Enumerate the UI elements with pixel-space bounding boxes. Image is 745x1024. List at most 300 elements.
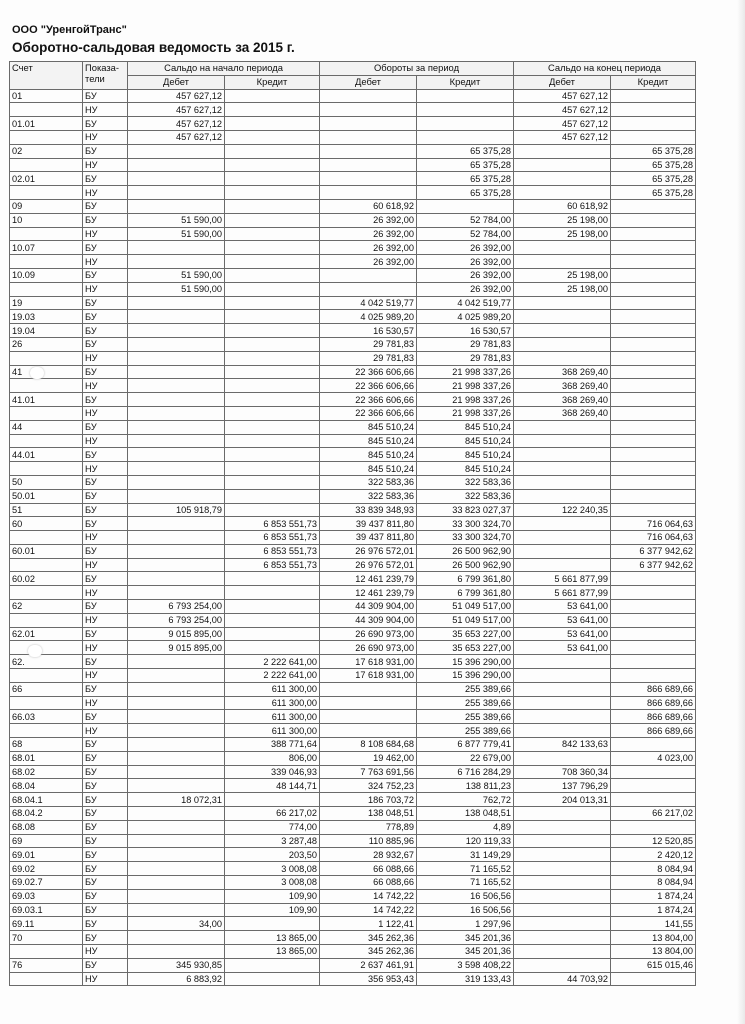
- account-cell: 68.04.2: [10, 807, 83, 821]
- closing-credit-cell: 866 689,66: [611, 682, 696, 696]
- account-cell: 69.01: [10, 848, 83, 862]
- opening-debit-cell: [128, 489, 225, 503]
- indicator-cell: НУ: [83, 724, 128, 738]
- turnover-debit-cell: 12 461 239,79: [320, 586, 417, 600]
- account-cell: 68.04: [10, 779, 83, 793]
- indicator-cell: БУ: [83, 324, 128, 338]
- closing-credit-cell: [611, 420, 696, 434]
- turnover-credit-cell: 65 375,28: [417, 158, 514, 172]
- table-row: [10, 655, 696, 669]
- table-row: [10, 213, 696, 227]
- account-cell: [10, 255, 83, 269]
- opening-credit-cell: [225, 917, 320, 931]
- opening-credit-cell: [225, 268, 320, 282]
- turnover-debit-cell: 345 262,36: [320, 931, 417, 945]
- turnover-debit-cell: 66 088,66: [320, 862, 417, 876]
- turnover-credit-cell: 21 998 337,26: [417, 379, 514, 393]
- closing-debit-cell: 53 641,00: [514, 600, 611, 614]
- opening-debit-cell: [128, 517, 225, 531]
- turnover-credit-cell: 120 119,33: [417, 834, 514, 848]
- closing-debit-cell: [514, 958, 611, 972]
- closing-debit-cell: [514, 475, 611, 489]
- indicator-cell: БУ: [83, 751, 128, 765]
- turnover-credit-cell: 319 133,43: [417, 972, 514, 986]
- indicator-cell: НУ: [83, 186, 128, 200]
- turnover-debit-cell: 110 885,96: [320, 834, 417, 848]
- opening-debit-cell: [128, 531, 225, 545]
- opening-credit-cell: [225, 103, 320, 117]
- closing-credit-cell: [611, 572, 696, 586]
- opening-credit-cell: 48 144,71: [225, 779, 320, 793]
- account-cell: [10, 462, 83, 476]
- turnover-credit-cell: 845 510,24: [417, 462, 514, 476]
- table-row: [10, 876, 696, 890]
- turnover-debit-cell: 324 752,23: [320, 779, 417, 793]
- turnover-debit-cell: 60 618,92: [320, 199, 417, 213]
- turnover-credit-cell: 65 375,28: [417, 172, 514, 186]
- table-row: [10, 682, 696, 696]
- turnover-credit-cell: 33 300 324,70: [417, 517, 514, 531]
- opening-credit-cell: 66 217,02: [225, 807, 320, 821]
- turnover-credit-cell: 65 375,28: [417, 186, 514, 200]
- opening-debit-cell: [128, 779, 225, 793]
- account-cell: 41: [10, 365, 83, 379]
- turnover-credit-cell: 33 300 324,70: [417, 531, 514, 545]
- indicator-cell: БУ: [83, 807, 128, 821]
- closing-debit-cell: [514, 848, 611, 862]
- opening-debit-cell: [128, 696, 225, 710]
- opening-credit-cell: [225, 600, 320, 614]
- indicator-cell: НУ: [83, 351, 128, 365]
- table-row: [10, 324, 696, 338]
- account-cell: 19.03: [10, 310, 83, 324]
- closing-credit-cell: [611, 130, 696, 144]
- opening-credit-cell: [225, 227, 320, 241]
- table-row: [10, 779, 696, 793]
- opening-credit-cell: [225, 351, 320, 365]
- account-cell: [10, 434, 83, 448]
- closing-debit-cell: 44 703,92: [514, 972, 611, 986]
- account-cell: 02.01: [10, 172, 83, 186]
- opening-credit-cell: [225, 462, 320, 476]
- closing-credit-cell: 1 874,24: [611, 889, 696, 903]
- opening-debit-cell: [128, 931, 225, 945]
- opening-debit-cell: [128, 158, 225, 172]
- closing-debit-cell: 137 796,29: [514, 779, 611, 793]
- closing-credit-cell: 6 377 942,62: [611, 544, 696, 558]
- turnover-debit-cell: 322 583,36: [320, 489, 417, 503]
- closing-debit-cell: [514, 531, 611, 545]
- closing-debit-cell: 5 661 877,99: [514, 586, 611, 600]
- turnover-credit-cell: 35 653 227,00: [417, 627, 514, 641]
- turnover-debit-cell: 17 618 931,00: [320, 669, 417, 683]
- account-cell: [10, 379, 83, 393]
- opening-credit-cell: 339 046,93: [225, 765, 320, 779]
- table-row: [10, 448, 696, 462]
- turnover-credit-cell: 15 396 290,00: [417, 669, 514, 683]
- opening-credit-cell: 2 222 641,00: [225, 669, 320, 683]
- table-row: [10, 255, 696, 269]
- table-row: [10, 186, 696, 200]
- opening-debit-cell: [128, 669, 225, 683]
- indicator-cell: БУ: [83, 862, 128, 876]
- opening-debit-cell: [128, 724, 225, 738]
- closing-credit-cell: 13 804,00: [611, 945, 696, 959]
- opening-debit-cell: 105 918,79: [128, 503, 225, 517]
- turnover-credit-cell: 4 042 519,77: [417, 296, 514, 310]
- turnover-debit-cell: [320, 282, 417, 296]
- table-row: [10, 586, 696, 600]
- column-header-turnover-credit: Кредит: [417, 75, 514, 89]
- table-row: [10, 130, 696, 144]
- turnover-debit-cell: 14 742,22: [320, 903, 417, 917]
- turnover-credit-cell: 3 598 408,22: [417, 958, 514, 972]
- opening-debit-cell: [128, 834, 225, 848]
- closing-credit-cell: [611, 406, 696, 420]
- turnover-credit-cell: 322 583,36: [417, 475, 514, 489]
- opening-credit-cell: 806,00: [225, 751, 320, 765]
- opening-credit-cell: [225, 586, 320, 600]
- turnover-debit-cell: 7 763 691,56: [320, 765, 417, 779]
- opening-credit-cell: [225, 365, 320, 379]
- opening-debit-cell: [128, 738, 225, 752]
- closing-credit-cell: 65 375,28: [611, 186, 696, 200]
- opening-credit-cell: [225, 972, 320, 986]
- turnover-credit-cell: 33 823 027,37: [417, 503, 514, 517]
- opening-debit-cell: [128, 351, 225, 365]
- indicator-cell: БУ: [83, 958, 128, 972]
- table-row: [10, 834, 696, 848]
- closing-debit-cell: [514, 462, 611, 476]
- table-row: [10, 889, 696, 903]
- closing-debit-cell: [514, 751, 611, 765]
- closing-credit-cell: [611, 227, 696, 241]
- account-cell: 10.07: [10, 241, 83, 255]
- opening-debit-cell: 457 627,12: [128, 89, 225, 103]
- indicator-cell: НУ: [83, 531, 128, 545]
- account-cell: [10, 282, 83, 296]
- closing-debit-cell: [514, 324, 611, 338]
- turnover-debit-cell: 138 048,51: [320, 807, 417, 821]
- opening-debit-cell: 9 015 895,00: [128, 641, 225, 655]
- turnover-credit-cell: 845 510,24: [417, 448, 514, 462]
- turnover-debit-cell: 66 088,66: [320, 876, 417, 890]
- closing-credit-cell: [611, 337, 696, 351]
- closing-credit-cell: [611, 379, 696, 393]
- turnover-credit-cell: 845 510,24: [417, 420, 514, 434]
- turnover-credit-cell: 22 679,00: [417, 751, 514, 765]
- opening-credit-cell: 611 300,00: [225, 710, 320, 724]
- closing-credit-cell: [611, 393, 696, 407]
- turnover-debit-cell: 845 510,24: [320, 420, 417, 434]
- closing-credit-cell: [611, 820, 696, 834]
- turnover-debit-cell: 322 583,36: [320, 475, 417, 489]
- column-header-indicator: Показа-тели: [83, 62, 128, 90]
- indicator-cell: БУ: [83, 779, 128, 793]
- table-row: [10, 172, 696, 186]
- closing-debit-cell: [514, 517, 611, 531]
- account-cell: [10, 103, 83, 117]
- turnover-credit-cell: 138 811,23: [417, 779, 514, 793]
- opening-debit-cell: [128, 337, 225, 351]
- company-name: ООО "УренгойТранс": [12, 24, 127, 36]
- account-cell: 60.02: [10, 572, 83, 586]
- table-row: [10, 227, 696, 241]
- opening-credit-cell: 6 853 551,73: [225, 531, 320, 545]
- page-title: Оборотно-сальдовая ведомость за 2015 г.: [12, 40, 295, 55]
- turnover-debit-cell: [320, 186, 417, 200]
- indicator-cell: НУ: [83, 434, 128, 448]
- column-header-closing-credit: Кредит: [611, 75, 696, 89]
- turnover-debit-cell: 356 953,43: [320, 972, 417, 986]
- account-cell: 69.03: [10, 889, 83, 903]
- turnover-debit-cell: 22 366 606,66: [320, 406, 417, 420]
- turnover-debit-cell: 2 637 461,91: [320, 958, 417, 972]
- turnover-debit-cell: 14 742,22: [320, 889, 417, 903]
- opening-credit-cell: 3 287,48: [225, 834, 320, 848]
- turnover-credit-cell: 21 998 337,26: [417, 365, 514, 379]
- closing-credit-cell: [611, 255, 696, 269]
- table-row: [10, 489, 696, 503]
- closing-credit-cell: [611, 117, 696, 131]
- opening-credit-cell: [225, 255, 320, 269]
- account-cell: 68.04.1: [10, 793, 83, 807]
- opening-credit-cell: [225, 448, 320, 462]
- opening-credit-cell: [225, 627, 320, 641]
- opening-credit-cell: [225, 310, 320, 324]
- opening-credit-cell: 109,90: [225, 889, 320, 903]
- turnover-debit-cell: 26 976 572,01: [320, 558, 417, 572]
- turnover-credit-cell: 65 375,28: [417, 144, 514, 158]
- turnover-credit-cell: 26 392,00: [417, 268, 514, 282]
- indicator-cell: БУ: [83, 310, 128, 324]
- turnover-debit-cell: 17 618 931,00: [320, 655, 417, 669]
- closing-credit-cell: [611, 475, 696, 489]
- indicator-cell: НУ: [83, 641, 128, 655]
- closing-debit-cell: 53 641,00: [514, 613, 611, 627]
- closing-credit-cell: 866 689,66: [611, 696, 696, 710]
- closing-debit-cell: 457 627,12: [514, 89, 611, 103]
- closing-credit-cell: [611, 310, 696, 324]
- opening-credit-cell: 611 300,00: [225, 696, 320, 710]
- opening-credit-cell: 611 300,00: [225, 682, 320, 696]
- closing-credit-cell: [611, 600, 696, 614]
- closing-debit-cell: [514, 489, 611, 503]
- account-cell: 50: [10, 475, 83, 489]
- closing-debit-cell: [514, 724, 611, 738]
- opening-debit-cell: [128, 848, 225, 862]
- scan-artifact: [30, 367, 44, 379]
- account-cell: [10, 669, 83, 683]
- turnover-credit-cell: 6 877 779,41: [417, 738, 514, 752]
- opening-debit-cell: [128, 765, 225, 779]
- table-row: [10, 738, 696, 752]
- opening-debit-cell: [128, 544, 225, 558]
- account-cell: [10, 186, 83, 200]
- opening-credit-cell: 774,00: [225, 820, 320, 834]
- table-row: [10, 144, 696, 158]
- opening-credit-cell: [225, 241, 320, 255]
- closing-credit-cell: 866 689,66: [611, 724, 696, 738]
- closing-debit-cell: [514, 172, 611, 186]
- closing-credit-cell: [611, 641, 696, 655]
- table-row: [10, 475, 696, 489]
- indicator-cell: БУ: [83, 931, 128, 945]
- table-row: [10, 296, 696, 310]
- closing-credit-cell: [611, 503, 696, 517]
- account-cell: 19.04: [10, 324, 83, 338]
- account-cell: [10, 531, 83, 545]
- closing-credit-cell: [611, 793, 696, 807]
- account-cell: 19: [10, 296, 83, 310]
- turnover-credit-cell: 51 049 517,00: [417, 600, 514, 614]
- table-row: [10, 558, 696, 572]
- table-row: [10, 117, 696, 131]
- turnover-debit-cell: 39 437 811,80: [320, 517, 417, 531]
- turnover-debit-cell: [320, 172, 417, 186]
- turnover-credit-cell: 845 510,24: [417, 434, 514, 448]
- opening-debit-cell: [128, 324, 225, 338]
- indicator-cell: БУ: [83, 655, 128, 669]
- turnover-debit-cell: 26 392,00: [320, 241, 417, 255]
- opening-debit-cell: [128, 144, 225, 158]
- indicator-cell: НУ: [83, 669, 128, 683]
- opening-debit-cell: 34,00: [128, 917, 225, 931]
- opening-credit-cell: [225, 213, 320, 227]
- closing-debit-cell: [514, 186, 611, 200]
- opening-debit-cell: [128, 475, 225, 489]
- closing-credit-cell: [611, 213, 696, 227]
- opening-debit-cell: [128, 310, 225, 324]
- turnover-credit-cell: 29 781,83: [417, 337, 514, 351]
- closing-debit-cell: 842 133,63: [514, 738, 611, 752]
- table-row: [10, 503, 696, 517]
- closing-debit-cell: [514, 144, 611, 158]
- opening-debit-cell: [128, 862, 225, 876]
- opening-credit-cell: [225, 296, 320, 310]
- account-cell: [10, 724, 83, 738]
- indicator-cell: БУ: [83, 903, 128, 917]
- opening-credit-cell: 2 222 641,00: [225, 655, 320, 669]
- indicator-cell: НУ: [83, 462, 128, 476]
- indicator-cell: НУ: [83, 103, 128, 117]
- turnover-credit-cell: 16 530,57: [417, 324, 514, 338]
- account-cell: [10, 945, 83, 959]
- turnover-debit-cell: 39 437 811,80: [320, 531, 417, 545]
- account-cell: [10, 227, 83, 241]
- turnover-debit-cell: [320, 144, 417, 158]
- turnover-credit-cell: 71 165,52: [417, 876, 514, 890]
- closing-credit-cell: [611, 434, 696, 448]
- turnover-credit-cell: [417, 103, 514, 117]
- opening-debit-cell: [128, 903, 225, 917]
- balance-sheet-table: [9, 61, 696, 986]
- closing-credit-cell: [611, 324, 696, 338]
- opening-credit-cell: [225, 503, 320, 517]
- closing-debit-cell: 368 269,40: [514, 393, 611, 407]
- table-row: [10, 669, 696, 683]
- indicator-cell: НУ: [83, 945, 128, 959]
- turnover-credit-cell: 15 396 290,00: [417, 655, 514, 669]
- turnover-credit-cell: 4,89: [417, 820, 514, 834]
- turnover-debit-cell: [320, 724, 417, 738]
- table-row: [10, 862, 696, 876]
- opening-debit-cell: [128, 296, 225, 310]
- indicator-cell: БУ: [83, 199, 128, 213]
- indicator-cell: БУ: [83, 420, 128, 434]
- indicator-cell: БУ: [83, 393, 128, 407]
- account-cell: 69.02: [10, 862, 83, 876]
- closing-debit-cell: [514, 820, 611, 834]
- opening-credit-cell: [225, 324, 320, 338]
- table-row: [10, 517, 696, 531]
- turnover-credit-cell: 52 784,00: [417, 213, 514, 227]
- table-row: [10, 710, 696, 724]
- indicator-cell: НУ: [83, 586, 128, 600]
- table-row: [10, 462, 696, 476]
- account-cell: 44.01: [10, 448, 83, 462]
- opening-debit-cell: [128, 241, 225, 255]
- turnover-debit-cell: [320, 89, 417, 103]
- closing-debit-cell: [514, 696, 611, 710]
- column-header-opening-debit: Дебет: [128, 75, 225, 89]
- opening-credit-cell: 6 853 551,73: [225, 544, 320, 558]
- closing-debit-cell: 368 269,40: [514, 365, 611, 379]
- turnover-debit-cell: 44 309 904,00: [320, 600, 417, 614]
- opening-debit-cell: [128, 448, 225, 462]
- opening-debit-cell: [128, 199, 225, 213]
- turnover-debit-cell: [320, 682, 417, 696]
- account-cell: 69.02.7: [10, 876, 83, 890]
- table-row: [10, 310, 696, 324]
- opening-credit-cell: [225, 89, 320, 103]
- account-cell: 69.03.1: [10, 903, 83, 917]
- turnover-credit-cell: 26 392,00: [417, 255, 514, 269]
- indicator-cell: НУ: [83, 972, 128, 986]
- turnover-debit-cell: 28 932,67: [320, 848, 417, 862]
- table-row: [10, 103, 696, 117]
- account-cell: 60: [10, 517, 83, 531]
- opening-credit-cell: 611 300,00: [225, 724, 320, 738]
- account-cell: [10, 130, 83, 144]
- table-row: [10, 337, 696, 351]
- closing-credit-cell: [611, 765, 696, 779]
- account-cell: [10, 972, 83, 986]
- opening-debit-cell: 9 015 895,00: [128, 627, 225, 641]
- indicator-cell: БУ: [83, 365, 128, 379]
- account-cell: 68.08: [10, 820, 83, 834]
- indicator-cell: БУ: [83, 917, 128, 931]
- account-cell: [10, 613, 83, 627]
- turnover-debit-cell: 33 839 348,93: [320, 503, 417, 517]
- turnover-credit-cell: 26 500 962,90: [417, 544, 514, 558]
- indicator-cell: БУ: [83, 738, 128, 752]
- closing-credit-cell: [611, 627, 696, 641]
- indicator-cell: БУ: [83, 793, 128, 807]
- turnover-credit-cell: 255 389,66: [417, 710, 514, 724]
- closing-debit-cell: 25 198,00: [514, 268, 611, 282]
- account-cell: 62.01: [10, 627, 83, 641]
- indicator-cell: БУ: [83, 710, 128, 724]
- closing-debit-cell: 368 269,40: [514, 379, 611, 393]
- indicator-cell: БУ: [83, 144, 128, 158]
- turnover-credit-cell: 6 716 284,29: [417, 765, 514, 779]
- table-row: [10, 724, 696, 738]
- table-row: [10, 958, 696, 972]
- closing-credit-cell: 141,55: [611, 917, 696, 931]
- opening-credit-cell: [225, 406, 320, 420]
- account-cell: 10: [10, 213, 83, 227]
